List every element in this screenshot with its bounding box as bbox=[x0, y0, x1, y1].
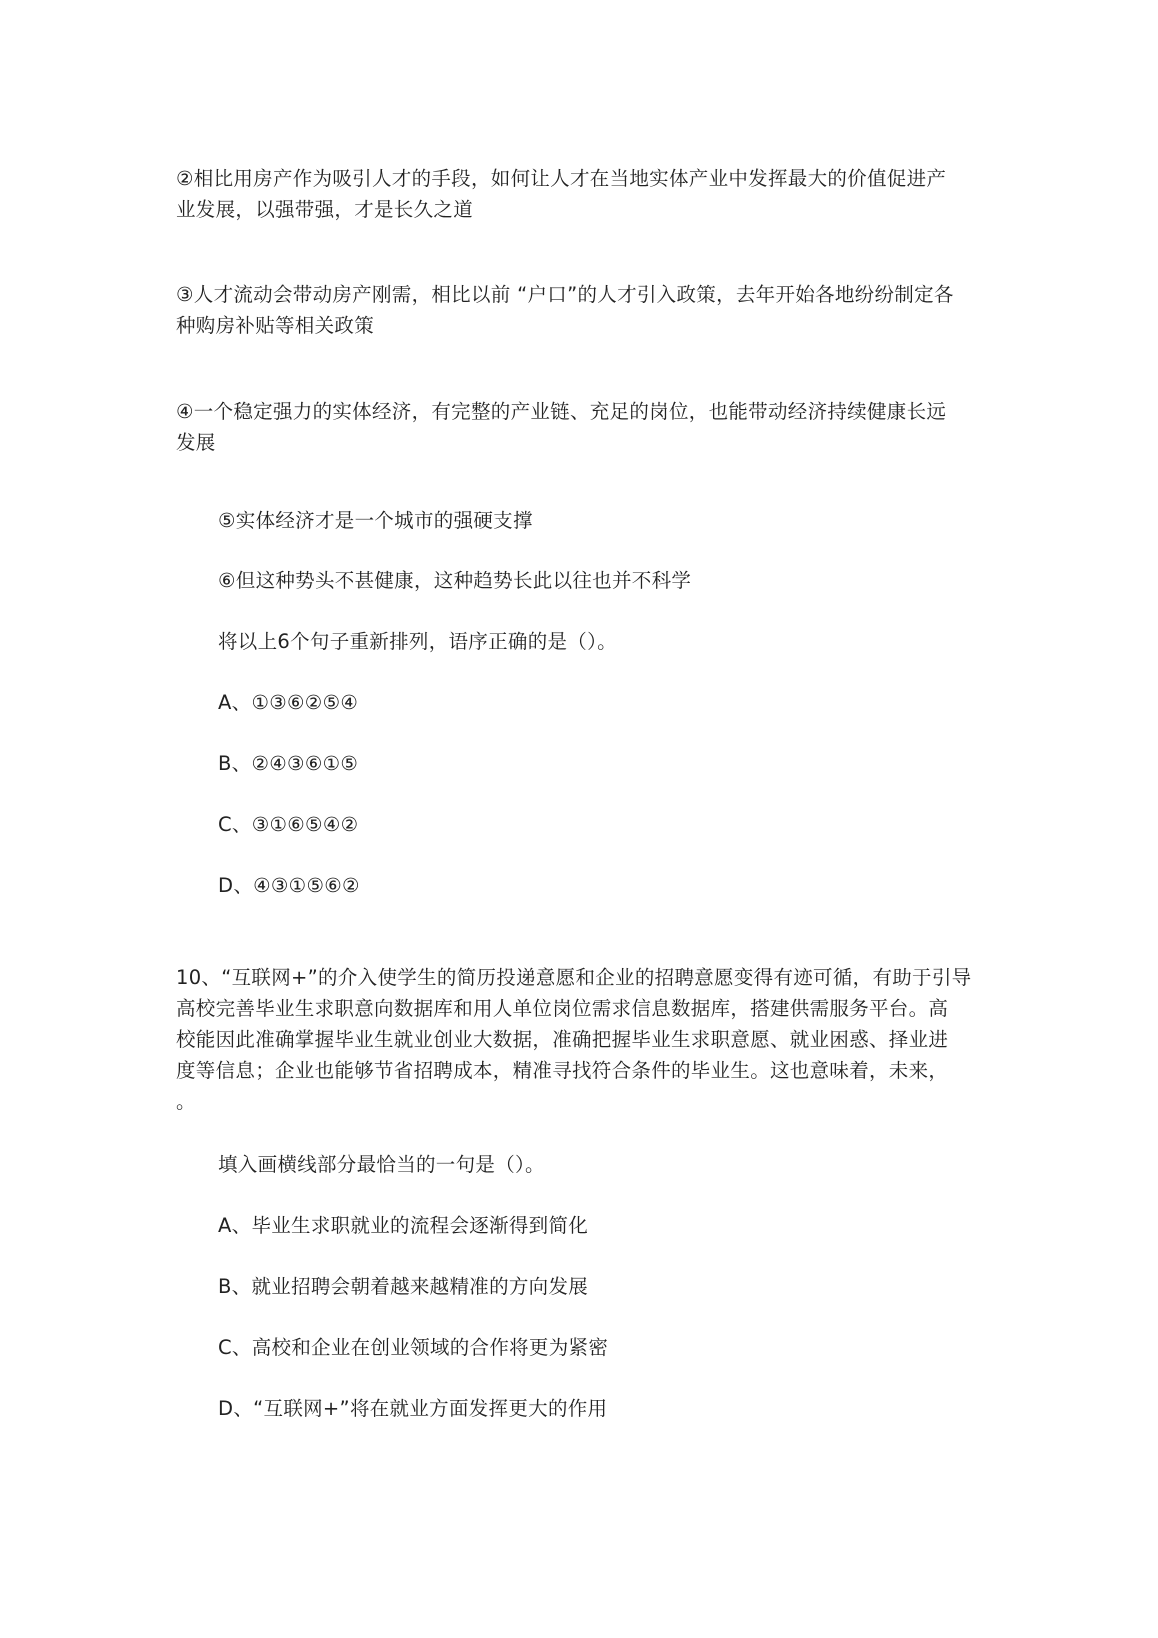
sentence-6: ⑥但这种势头不甚健康，这种趋势长此以往也并不科学 bbox=[218, 569, 692, 592]
question-9-option-c: C、③①⑥⑤④② bbox=[218, 813, 359, 836]
question-10-stem-line: 高校完善毕业生求职意向数据库和用人单位岗位需求信息数据库，搭建供需服务平台。高 bbox=[176, 997, 949, 1020]
question-10-option-b: B、就业招聘会朝着越来越精准的方向发展 bbox=[218, 1275, 589, 1298]
question-9-option-a: A、①③⑥②⑤④ bbox=[218, 691, 359, 714]
question-9-prompt: 将以上6个句子重新排列，语序正确的是（）。 bbox=[218, 630, 617, 653]
sentence-3-line: 种购房补贴等相关政策 bbox=[176, 314, 375, 337]
question-10-option-a: A、毕业生求职就业的流程会逐渐得到简化 bbox=[218, 1214, 589, 1237]
sentence-3 bbox=[176, 279, 976, 341]
sentence-4-line: 发展 bbox=[176, 431, 216, 454]
sentence-4-line: ④一个稳定强力的实体经济，有完整的产业链、充足的岗位，也能带动经济持续健康长远 bbox=[176, 400, 947, 423]
sentence-2-line: 业发展，以强带强，才是长久之道 bbox=[176, 198, 474, 221]
question-10-prompt: 填入画横线部分最恰当的一句是（）。 bbox=[218, 1153, 545, 1176]
question-10-option-d: D、“互联网+”将在就业方面发挥更大的作用 bbox=[218, 1397, 608, 1420]
question-10-stem-line: 10、“互联网+”的介入使学生的简历投递意愿和企业的招聘意愿变得有迹可循，有助于引导 bbox=[176, 966, 972, 989]
sentence-3-line: ③人才流动会带动房产刚需，相比以前 “户口”的人才引入政策，去年开始各地纷纷制定各 bbox=[176, 283, 954, 306]
sentence-2-line: ②相比用房产作为吸引人才的手段，如何让人才在当地实体产业中发挥最大的价值促进产 bbox=[176, 167, 947, 190]
sentence-5: ⑤实体经济才是一个城市的强硬支撑 bbox=[218, 509, 533, 532]
question-9-option-b: B、②④③⑥①⑤ bbox=[218, 752, 359, 775]
question-10-option-c: C、高校和企业在创业领域的合作将更为紧密 bbox=[218, 1336, 609, 1359]
question-10-stem-line: 度等信息；企业也能够节省招聘成本，精准寻找符合条件的毕业生。这也意味着，未来， bbox=[176, 1059, 949, 1082]
question-10-stem-line: 校能因此准确掌握毕业生就业创业大数据，准确把握毕业生求职意愿、就业困惑、择业进 bbox=[176, 1028, 949, 1051]
sentence-4 bbox=[176, 396, 976, 458]
sentence-2 bbox=[176, 163, 976, 225]
question-10-stem bbox=[176, 962, 976, 1117]
question-10-stem-line: 。 bbox=[176, 1090, 196, 1113]
question-9-option-d: D、④③①⑤⑥② bbox=[218, 874, 360, 897]
